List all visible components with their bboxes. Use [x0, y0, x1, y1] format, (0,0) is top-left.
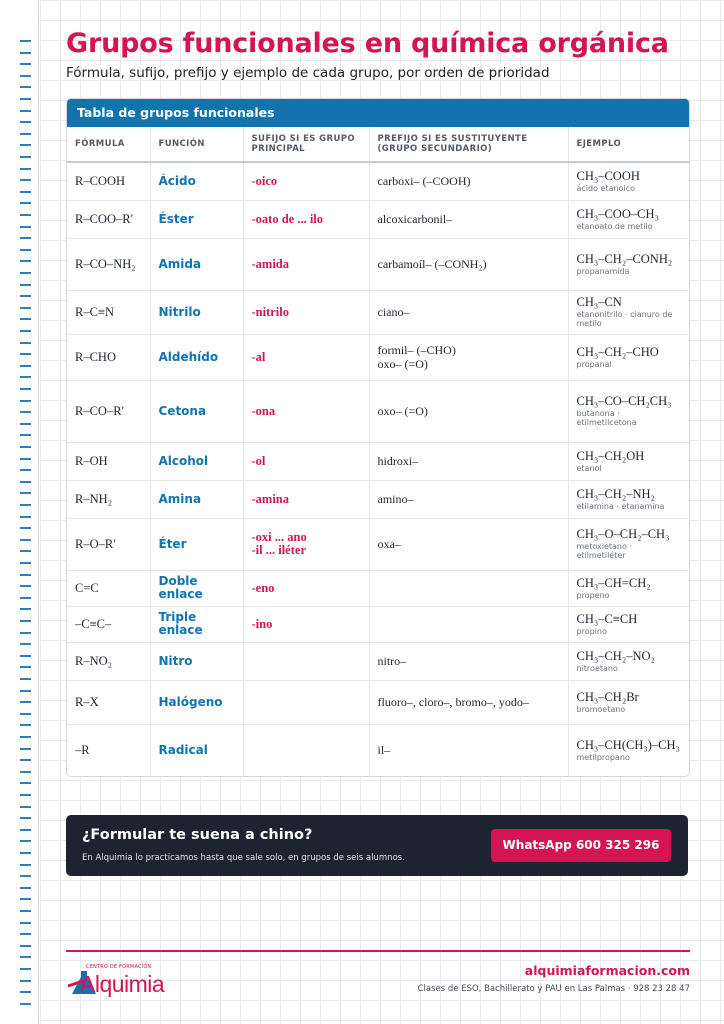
prefix-cell: carboxi– (–COOH): [369, 162, 568, 200]
function-cell: Amida: [150, 238, 243, 290]
suffix-cell: -eno: [243, 570, 369, 606]
binding-hole: [20, 713, 31, 715]
prefix-cell: fluoro–, cloro–, bromo–, yodo–: [369, 680, 568, 724]
column-header-function: FUNCIÓN: [150, 127, 243, 162]
binding-hole: [20, 330, 31, 332]
example-name: ácido etanoico: [576, 183, 635, 193]
example-formula: CH₃–CH=CH₂: [576, 575, 651, 590]
example-name: etanol: [576, 463, 602, 473]
binding-hole: [20, 632, 31, 634]
binding-hole: [20, 133, 31, 135]
table-row: [67, 570, 689, 606]
binding-hole: [20, 864, 31, 866]
promo-banner: [66, 815, 688, 876]
binding-hole: [20, 678, 31, 680]
binding-hole: [20, 237, 31, 239]
binding-hole: [20, 284, 31, 286]
binding-hole: [20, 179, 31, 181]
suffix-cell: -oato de ... ilo: [243, 200, 369, 238]
binding-hole: [20, 748, 31, 750]
notebook-binding: [0, 0, 39, 1024]
binding-hole: [20, 365, 31, 367]
banner-text: En Alquimia lo practicamos hasta que sale solo, en grupos de seis alumnos.: [82, 853, 405, 863]
binding-hole: [20, 144, 31, 146]
example-name: etanoato de metilo: [576, 221, 653, 231]
table-row: [67, 606, 689, 642]
example-cell: [568, 162, 689, 200]
example-cell: [568, 480, 689, 518]
binding-hole: [20, 86, 31, 88]
functional-groups-table: [67, 127, 689, 776]
suffix-cell: -amida: [243, 238, 369, 290]
example-name: butanona · etilmetilcetona: [576, 409, 637, 427]
prefix-cell: formil– (–CHO) oxo– (=O): [369, 334, 568, 380]
prefix-cell: ciano–: [369, 290, 568, 334]
suffix-cell: -nitrilo: [243, 290, 369, 334]
binding-hole: [20, 98, 31, 100]
page-title: Grupos funcionales en química orgánica: [66, 28, 669, 59]
suffix-cell: [243, 680, 369, 724]
example-name: propeno: [576, 590, 610, 600]
binding-hole: [20, 110, 31, 112]
function-cell: Halógeno: [150, 680, 243, 724]
binding-hole: [20, 295, 31, 297]
logo-wordmark: Alquimia: [80, 971, 165, 997]
table-title: Tabla de grupos funcionales: [67, 99, 689, 127]
binding-hole: [20, 469, 31, 471]
formula-cell: R–OH: [67, 442, 150, 480]
binding-hole: [20, 922, 31, 924]
prefix-cell: [369, 606, 568, 642]
binding-hole: [20, 318, 31, 320]
logo-tagline: CENTRO DE FORMACIÓN: [86, 964, 152, 970]
formula-cell: R–COOH: [67, 162, 150, 200]
binding-hole: [20, 620, 31, 622]
example-cell: [568, 380, 689, 442]
example-name: propino: [576, 626, 607, 636]
binding-hole: [20, 852, 31, 854]
example-formula: CH₃–COOH: [576, 168, 640, 183]
binding-hole: [20, 75, 31, 77]
function-cell: Radical: [150, 724, 243, 776]
example-formula: CH₃–C≡CH: [576, 611, 638, 626]
binding-hole: [20, 956, 31, 958]
prefix-cell: hidroxi–: [369, 442, 568, 480]
prefix-cell: [369, 570, 568, 606]
example-cell: [568, 200, 689, 238]
example-formula: CH₃–CH₂–NO₂: [576, 648, 655, 663]
example-name: etanonitrilo · cianuro de metilo: [576, 310, 673, 328]
example-formula: CH₃–CO–CH₂CH₃: [576, 394, 672, 408]
example-name: propanal: [576, 359, 612, 369]
binding-hole: [20, 353, 31, 355]
example-formula: CH₃–O–CH₂–CH₃: [576, 527, 670, 541]
function-cell: Triple enlace: [150, 606, 243, 642]
example-cell: [568, 570, 689, 606]
formula-cell: R–NO₂: [67, 642, 150, 680]
column-header-suffix: SUFIJO SI ES GRUPO PRINCIPAL: [243, 127, 369, 162]
formula-cell: R–NH₂: [67, 480, 150, 518]
function-cell: Éter: [150, 518, 243, 570]
suffix-cell: -ona: [243, 380, 369, 442]
binding-hole: [20, 806, 31, 808]
binding-hole: [20, 771, 31, 773]
binding-hole: [20, 492, 31, 494]
binding-hole: [20, 202, 31, 204]
function-cell: Doble enlace: [150, 570, 243, 606]
function-cell: Éster: [150, 200, 243, 238]
binding-hole: [20, 388, 31, 390]
binding-hole: [20, 759, 31, 761]
function-cell: Aldehído: [150, 334, 243, 380]
prefix-cell: il–: [369, 724, 568, 776]
formula-cell: R–CO–NH₂: [67, 238, 150, 290]
table-row: [67, 334, 689, 380]
table-row: [67, 290, 689, 334]
binding-hole: [20, 226, 31, 228]
binding-hole: [20, 156, 31, 158]
example-cell: [568, 642, 689, 680]
binding-hole: [20, 991, 31, 993]
binding-hole: [20, 597, 31, 599]
banner-title: ¿Formular te suena a chino?: [82, 827, 313, 843]
binding-hole: [20, 539, 31, 541]
binding-hole: [20, 608, 31, 610]
binding-hole: [20, 63, 31, 65]
binding-hole: [20, 794, 31, 796]
binding-hole: [20, 434, 31, 436]
example-name: propanamida: [576, 266, 630, 276]
binding-hole: [20, 214, 31, 216]
function-cell: Cetona: [150, 380, 243, 442]
binding-hole: [20, 736, 31, 738]
example-formula: CH₃–CH₂–NH₂: [576, 486, 655, 501]
binding-hole: [20, 782, 31, 784]
page-subtitle: Fórmula, sufijo, prefijo y ejemplo de cada grupo, por orden de prioridad: [66, 65, 550, 81]
suffix-cell: [243, 642, 369, 680]
binding-hole: [20, 910, 31, 912]
example-cell: [568, 724, 689, 776]
function-cell: Nitro: [150, 642, 243, 680]
table-row: [67, 480, 689, 518]
binding-hole: [20, 574, 31, 576]
binding-hole: [20, 550, 31, 552]
example-formula: CH₃–CN: [576, 295, 622, 309]
binding-hole: [20, 411, 31, 413]
binding-hole: [20, 887, 31, 889]
formula-cell: R–CHO: [67, 334, 150, 380]
binding-hole: [20, 840, 31, 842]
example-name: bromoetano: [576, 704, 626, 714]
binding-hole: [20, 121, 31, 123]
binding-hole: [20, 527, 31, 529]
example-name: nitroetano: [576, 663, 618, 673]
binding-hole: [20, 875, 31, 877]
binding-hole: [20, 249, 31, 251]
table-row: [67, 680, 689, 724]
formula-cell: –R: [75, 743, 90, 758]
contact-info: Clases de ESO, Bachillerato y PAU en Las Palmas · 928 23 28 47: [417, 984, 690, 994]
table-row: [67, 162, 689, 200]
example-name: metilpropano: [576, 752, 630, 762]
binding-hole: [20, 168, 31, 170]
prefix-cell: amino–: [369, 480, 568, 518]
prefix-cell: carbamoíl– (–CONH₂): [369, 238, 568, 290]
suffix-cell: -ol: [243, 442, 369, 480]
website-link[interactable]: alquimiaformacion.com: [524, 963, 690, 978]
example-cell: [568, 442, 689, 480]
binding-hole: [20, 260, 31, 262]
prefix-cell: nitro–: [369, 642, 568, 680]
binding-hole: [20, 817, 31, 819]
column-header-example: EJEMPLO: [568, 127, 689, 162]
table-row: [67, 238, 689, 290]
example-name: etilamina · etanamina: [576, 501, 665, 511]
example-cell: [568, 238, 689, 290]
example-formula: CH₃–CH₂Br: [576, 689, 639, 704]
binding-hole: [20, 829, 31, 831]
example-formula: CH₃–COO–CH₃: [576, 206, 659, 221]
table-row: [67, 518, 689, 570]
suffix-cell: -ino: [243, 606, 369, 642]
binding-hole: [20, 933, 31, 935]
example-formula: CH₃–CH(CH₃)–CH₃: [576, 737, 680, 752]
formula-cell: R–CO–R′: [67, 380, 150, 442]
suffix-cell: -amina: [243, 480, 369, 518]
binding-hole: [20, 423, 31, 425]
example-cell: [568, 334, 689, 380]
function-cell: Amina: [150, 480, 243, 518]
binding-hole: [20, 643, 31, 645]
binding-hole: [20, 562, 31, 564]
binding-hole: [20, 342, 31, 344]
binding-hole: [20, 307, 31, 309]
example-cell: [568, 680, 689, 724]
table-row: [67, 380, 689, 442]
example-formula: CH₃–CH₂OH: [576, 448, 645, 463]
example-cell: [568, 518, 689, 570]
formula-cell: R–O–R′: [67, 518, 150, 570]
binding-hole: [20, 655, 31, 657]
table-body: [67, 162, 689, 776]
formula-cell: R–C≡N: [67, 290, 150, 334]
function-cell: Nitrilo: [150, 290, 243, 334]
binding-hole: [20, 400, 31, 402]
formula-cell: R–COO–R′: [67, 200, 150, 238]
column-header-prefix: PREFIJO SI ES SUSTITUYENTE (GRUPO SECUNDARIO): [369, 127, 568, 162]
binding-hole: [20, 376, 31, 378]
binding-hole: [20, 516, 31, 518]
binding-hole: [20, 980, 31, 982]
prefix-cell: oxo– (=O): [369, 380, 568, 442]
table-row: [67, 642, 689, 680]
example-cell: [568, 290, 689, 334]
footer-divider: [66, 950, 690, 952]
binding-hole: [20, 690, 31, 692]
formula-cell: –C≡C–: [67, 606, 150, 642]
binding-hole: [20, 968, 31, 970]
binding-hole: [20, 458, 31, 460]
prefix-cell: oxa–: [369, 518, 568, 570]
formula-cell: C=C: [67, 570, 150, 606]
prefix-cell: alcoxicarbonil–: [369, 200, 568, 238]
alquimia-logo: [66, 962, 186, 1002]
column-header-formula: FÓRMULA: [67, 127, 150, 162]
table-row: [67, 442, 689, 480]
example-formula: CH₃–CH₂–CHO: [576, 344, 659, 359]
binding-hole: [20, 724, 31, 726]
binding-hole: [20, 52, 31, 54]
binding-hole: [20, 191, 31, 193]
suffix-cell: -oxi ... ano -il ... iléter: [243, 518, 369, 570]
suffix-cell: [243, 724, 369, 776]
table-header-row: [67, 127, 689, 162]
suffix-cell: -al: [243, 334, 369, 380]
binding-hole: [20, 272, 31, 274]
binding-hole: [20, 446, 31, 448]
table-row: [67, 200, 689, 238]
binding-hole: [20, 701, 31, 703]
binding-hole: [20, 481, 31, 483]
function-cell: Alcohol: [150, 442, 243, 480]
table-row: [67, 724, 689, 776]
example-name: metoxietano · etilmetiléter: [576, 542, 632, 560]
binding-hole: [20, 898, 31, 900]
binding-hole: [20, 666, 31, 668]
example-cell: [568, 606, 689, 642]
binding-hole: [20, 504, 31, 506]
function-cell: Ácido: [150, 162, 243, 200]
functional-groups-table-card: [66, 98, 690, 777]
binding-hole: [20, 945, 31, 947]
whatsapp-button[interactable]: WhatsApp 600 325 296: [491, 829, 671, 862]
binding-hole: [20, 585, 31, 587]
example-formula: CH₃–CH₂–CONH₂: [576, 251, 673, 266]
formula-cell: R–X: [67, 680, 150, 724]
suffix-cell: -oico: [243, 162, 369, 200]
binding-hole: [20, 40, 31, 42]
binding-hole: [20, 1003, 31, 1005]
